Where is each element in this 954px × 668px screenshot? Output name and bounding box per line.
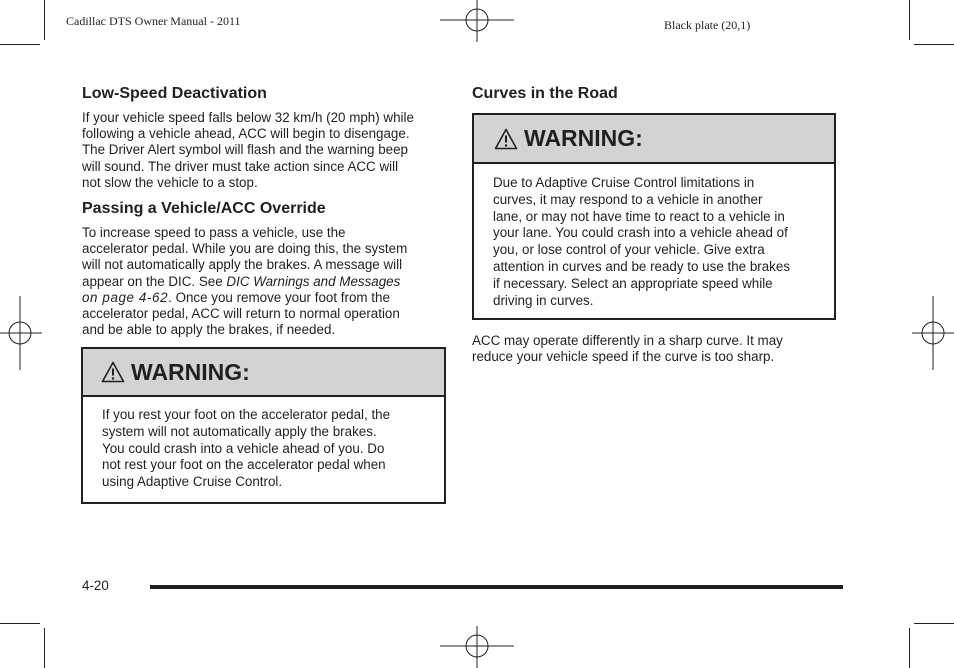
- text-line: if necessary. Select an appropriate speed while: [493, 275, 773, 291]
- registration-mark-top: [440, 0, 516, 42]
- warning-header: [474, 115, 834, 164]
- warning-triangle-icon: [494, 128, 518, 150]
- low-speed-deactivation-text: [82, 110, 452, 191]
- text-line: your lane. You could crash into a vehicle ahead of: [493, 225, 788, 241]
- registration-mark-left: [0, 296, 42, 372]
- text-line: reduce your vehicle speed if the curve is too sharp.: [472, 349, 775, 365]
- text-line: not slow the vehicle to a stop.: [82, 174, 258, 190]
- text-line: attention in curves and be ready to use the brakes: [493, 258, 791, 274]
- crop-mark: [0, 44, 40, 45]
- page-reference-link[interactable]: on page 4-62: [82, 289, 169, 305]
- warning-box-curves: [472, 113, 836, 320]
- text-line: If you rest your foot on the accelerator pedal, the: [102, 407, 391, 422]
- text-line: will sound. The driver must take action since ACC will: [82, 158, 399, 174]
- heading-passing-vehicle: Passing a Vehicle/ACC Override: [82, 200, 326, 217]
- text-line: curves, it may respond to a vehicle in another: [493, 191, 763, 207]
- crop-mark: [909, 628, 910, 668]
- crop-mark: [0, 623, 40, 624]
- crop-mark: [44, 628, 45, 668]
- text-line: not rest your foot on the accelerator pedal when: [102, 457, 386, 473]
- text-line: you, or lose control of your vehicle. Give extra: [493, 242, 765, 258]
- crop-mark: [909, 0, 910, 40]
- text-line: accelerator pedal. While you are doing this, the system: [82, 241, 408, 257]
- footer-rule: [150, 585, 843, 589]
- text-line: If your vehicle speed falls below 32 km/h (20 mph) while: [82, 110, 414, 125]
- text-line: ACC may operate differently in a sharp curve. It may: [472, 333, 783, 348]
- text-line: lane, or may not have time to react to a vehicle in: [493, 208, 785, 224]
- text-line: and be able to apply the brakes, if needed.: [82, 322, 336, 338]
- text-span: . Once you remove your foot from the: [168, 289, 390, 305]
- text-line: accelerator pedal, ACC will return to normal operation: [82, 306, 400, 322]
- text-line: following a vehicle ahead, ACC will begin to disengage.: [82, 126, 410, 142]
- header-manual-title: Cadillac DTS Owner Manual - 2011: [66, 14, 241, 28]
- warning-body: [474, 164, 834, 309]
- warning-box-accelerator: [81, 347, 446, 504]
- cross-reference-link[interactable]: DIC Warnings and Messages: [226, 273, 401, 289]
- registration-mark-right: [912, 296, 954, 372]
- warning-header: [83, 349, 444, 397]
- crop-mark: [44, 0, 45, 40]
- passing-vehicle-text: [82, 225, 452, 338]
- text-line: The Driver Alert symbol will flash and the warning beep: [82, 142, 408, 158]
- text-line: [82, 290, 452, 306]
- text-line: driving in curves.: [493, 292, 594, 308]
- crop-mark: [914, 623, 954, 624]
- warning-title: WARNING:: [131, 358, 250, 385]
- text-line: To increase speed to pass a vehicle, use the: [82, 225, 346, 240]
- heading-low-speed-deactivation: Low-Speed Deactivation: [82, 85, 267, 102]
- text-line: You could crash into a vehicle ahead of you. Do: [102, 440, 385, 456]
- warning-title: WARNING:: [524, 125, 643, 151]
- warning-body: [83, 397, 444, 491]
- crop-mark: [914, 44, 954, 45]
- page-number: 4-20: [82, 578, 109, 593]
- text-line: system will not automatically apply the brakes.: [102, 423, 377, 439]
- text-line: using Adaptive Cruise Control.: [102, 474, 283, 490]
- curves-after-text: [472, 333, 842, 365]
- warning-triangle-icon: [101, 361, 125, 383]
- text-line: will not automatically apply the brakes. A message will: [82, 257, 403, 273]
- text-line: [82, 274, 452, 290]
- text-line: Due to Adaptive Cruise Control limitations in: [493, 175, 755, 190]
- text-span: appear on the DIC. See: [82, 273, 227, 289]
- heading-curves-in-road: Curves in the Road: [472, 85, 618, 102]
- registration-mark-bottom: [440, 626, 516, 668]
- header-plate-info: Black plate (20,1): [664, 18, 751, 32]
